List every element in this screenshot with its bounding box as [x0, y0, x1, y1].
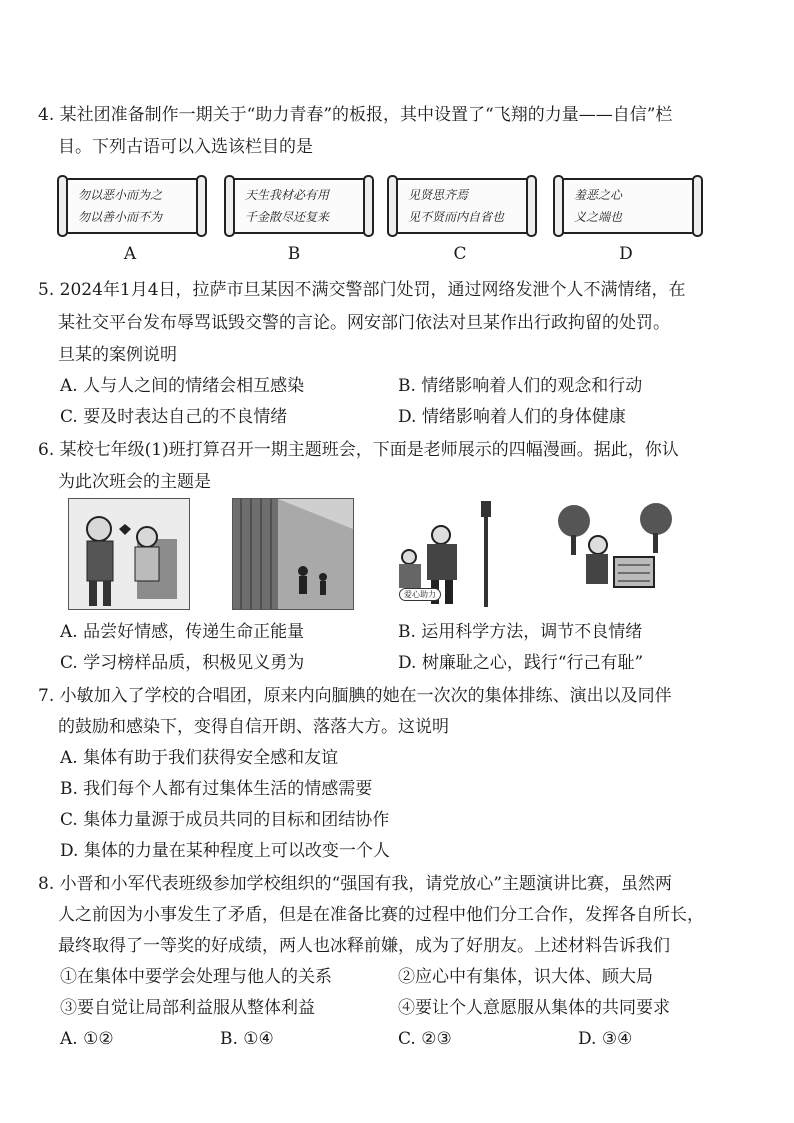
comic-2-image	[232, 498, 354, 610]
q7-option-c: C. 集体力量源于成员共同的目标和团结协作	[60, 810, 390, 830]
q5-option-d: D. 情绪影响着人们的身体健康	[398, 407, 626, 427]
comic-4-drawing	[556, 499, 676, 609]
scroll-b-line2: 千金散尽还复来	[245, 210, 330, 224]
q6-option-d: D. 树廉耻之心，践行“行己有耻”	[398, 653, 644, 673]
q8-stem-line2: 人之前因为小事发生了矛盾，但是在准备比赛的过程中他们分工合作，发挥各自所长，	[58, 905, 704, 925]
comic-1-image	[68, 498, 190, 610]
comic-3-caption: 爱心助力	[399, 588, 441, 601]
scroll-c-line1: 见贤思齐焉	[408, 188, 469, 202]
scroll-b-line1: 天生我材必有用	[245, 188, 330, 202]
q6-option-c: C. 学习榜样品质，积极见义勇为	[60, 653, 305, 673]
q7-stem-line2: 的鼓励和感染下，变得自信开朗、落落大方。这说明	[58, 717, 449, 737]
scroll-d-line2: 义之端也	[574, 210, 623, 224]
q4-scroll-c	[392, 178, 532, 234]
scroll-d-line1: 羞恶之心	[574, 188, 623, 202]
q6-stem-line2: 为此次班会的主题是	[58, 472, 211, 492]
q5-stem-line2: 某社交平台发布辱骂诋毁交警的言论。网安部门依法对旦某作出行政拘留的处罚。	[58, 313, 670, 333]
q4-scroll-b	[229, 178, 369, 234]
q5-stem-line3: 旦某的案例说明	[58, 345, 177, 365]
q8-statement-2: ②应心中有集体，识大体、顾大局	[398, 967, 653, 987]
q8-option-d: D. ③④	[578, 1029, 633, 1049]
q8-statement-4: ④要让个人意愿服从集体的共同要求	[398, 998, 670, 1018]
q8-statement-3: ③要自觉让局部利益服从整体利益	[60, 998, 315, 1018]
q7-option-b: B. 我们每个人都有过集体生活的情感需要	[60, 779, 373, 799]
q8-option-b: B. ①④	[220, 1029, 274, 1049]
q5-stem-line1: 5. 2024年1月4日，拉萨市旦某因不满交警部门处罚，通过网络发泄个人不满情绪，在	[38, 280, 686, 300]
q4-stem-line2: 目。下列古语可以入选该栏目的是	[58, 137, 313, 157]
q6-stem-line1: 6. 某校七年级(1)班打算召开一期主题班会，下面是老师展示的四幅漫画。据此，你认	[38, 440, 679, 460]
scroll-a-line1: 勿以恶小而为之	[78, 188, 163, 202]
comic-2-drawing	[233, 499, 353, 609]
q5-option-b: B. 情绪影响着人们的观念和行动	[398, 376, 643, 396]
q5-option-c: C. 要及时表达自己的不良情绪	[60, 407, 288, 427]
q8-stem-line1: 8. 小晋和小军代表班级参加学校组织的“强国有我，请党放心”主题演讲比赛，虽然两	[38, 874, 673, 894]
q5-option-a: A. 人与人之间的情绪会相互感染	[60, 376, 305, 396]
q4-option-b-label: B	[287, 244, 301, 264]
q4-option-c-label: C	[453, 244, 467, 264]
q8-statement-1: ①在集体中要学会处理与他人的关系	[60, 967, 332, 987]
q4-option-d-label: D	[619, 244, 633, 264]
q8-option-a: A. ①②	[60, 1029, 114, 1049]
q4-option-a-label: A	[123, 244, 137, 264]
q4-stem-line1: 4. 某社团准备制作一期关于“助力青春”的板报，其中设置了“飞翔的力量——自信”栏	[38, 105, 673, 125]
q6-option-a: A. 品尝好情感，传递生命正能量	[60, 622, 305, 642]
comic-1-drawing	[69, 499, 189, 609]
q7-option-d: D. 集体的力量在某种程度上可以改变一个人	[60, 841, 390, 861]
q4-scroll-d	[558, 178, 698, 234]
q7-option-a: A. 集体有助于我们获得安全感和友谊	[60, 748, 339, 768]
comic-4-image	[555, 498, 677, 610]
scroll-a-line2: 勿以善小而不为	[78, 210, 163, 224]
comic-3-image	[392, 498, 514, 610]
q8-option-c: C. ②③	[398, 1029, 452, 1049]
q6-option-b: B. 运用科学方法，调节不良情绪	[398, 622, 643, 642]
scroll-c-line2: 见不贤而内自省也	[408, 210, 505, 224]
q4-scroll-a	[62, 178, 202, 234]
q7-stem-line1: 7. 小敏加入了学校的合唱团，原来内向腼腆的她在一次次的集体排练、演出以及同伴	[38, 686, 672, 706]
q8-stem-line3: 最终取得了一等奖的好成绩，两人也冰释前嫌，成为了好朋友。上述材料告诉我们	[58, 936, 670, 956]
